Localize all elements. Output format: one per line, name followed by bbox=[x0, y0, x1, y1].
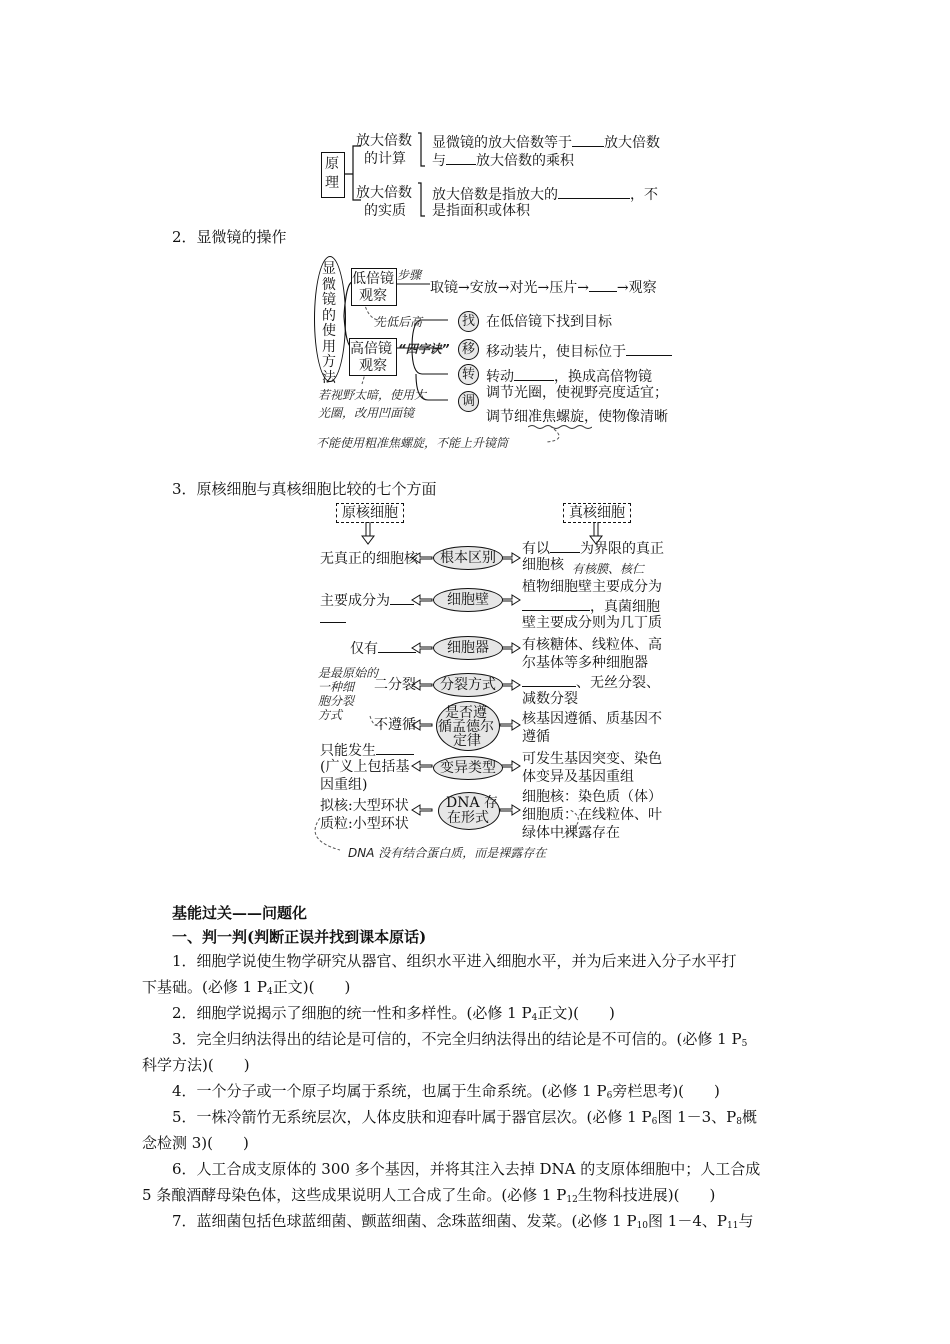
question-2 bbox=[142, 1000, 810, 1026]
q3-a: 3．完全归纳法得出的结论是可信的，不完全归纳法得出的结论是不可信的。(必修 1 P bbox=[172, 1030, 742, 1048]
essence-text-b: 是指面积或体积 bbox=[432, 203, 530, 219]
q7-b: 图 1－4、P bbox=[648, 1212, 727, 1230]
wall-right-2 bbox=[522, 596, 660, 616]
q6-b: 5 条酿酒酵母染色体，这些成果说明人工合成了生命。(必修 1 P bbox=[142, 1186, 567, 1204]
calc-text-b bbox=[432, 150, 574, 170]
steps-1: 取镜→安放→对光→压片→ bbox=[430, 280, 589, 296]
basic-title: 基能过关——问题化 bbox=[172, 904, 308, 922]
q4-b: 旁栏思考)( ) bbox=[612, 1082, 720, 1100]
move-text-label: 移动装片，使目标位于 bbox=[486, 344, 626, 360]
wall-right-blank[interactable] bbox=[522, 596, 590, 611]
wall-left-label: 主要成分为 bbox=[320, 593, 390, 609]
steps-blank[interactable] bbox=[589, 277, 617, 292]
high-power-1: 高倍镜 bbox=[350, 341, 392, 357]
organelle-left-label: 仅有 bbox=[350, 641, 378, 657]
wall-right-2b: ，真菌细胞 bbox=[590, 599, 660, 615]
four-note: “四字诀” bbox=[398, 342, 450, 356]
turn-blank[interactable] bbox=[514, 366, 554, 381]
root-right-1b: 为界限的真正 bbox=[580, 541, 664, 557]
q6-c: 生物科技进展)( ) bbox=[577, 1186, 716, 1204]
variation-left-1 bbox=[320, 740, 414, 760]
variation-left-2: (广义上包括基 bbox=[320, 759, 410, 775]
q7-sub2: 11 bbox=[726, 1221, 739, 1231]
section3-heading: 3．原核细胞与真核细胞比较的七个方面 bbox=[172, 480, 437, 498]
section2-heading: 2．显微镜的操作 bbox=[172, 228, 287, 246]
adjust-text-2: 调节细准焦螺旋，使物像清晰 bbox=[486, 409, 668, 425]
q4-line-1 bbox=[142, 1078, 810, 1104]
division-blank[interactable] bbox=[522, 672, 576, 687]
dna-center-2: 在形式 bbox=[447, 810, 489, 826]
turn-text-a: 转动 bbox=[486, 369, 514, 385]
variation-right-1: 可发生基因突变、染色 bbox=[522, 751, 662, 767]
steps-note: 步骤 bbox=[397, 268, 422, 282]
dna-right-3: 绿体中裸露存在 bbox=[522, 825, 620, 841]
wall-left-1 bbox=[320, 590, 414, 610]
division-oval[interactable]: 分裂方式 bbox=[433, 673, 503, 697]
high-power-2: 观察 bbox=[359, 358, 387, 374]
find-text: 在低倍镜下找到目标 bbox=[486, 314, 612, 330]
q6-sub: 12 bbox=[566, 1195, 578, 1205]
q5-c: 概 bbox=[742, 1108, 758, 1126]
q5-sub2: 8 bbox=[736, 1117, 742, 1127]
question-7 bbox=[142, 1208, 810, 1234]
organelle-right-1: 有核糖体、线粒体、高 bbox=[522, 637, 662, 653]
q5-b: 图 1－3、P bbox=[657, 1108, 737, 1126]
organelle-blank[interactable] bbox=[378, 638, 416, 653]
calc-text-a1: 显微镜的放大倍数等于 bbox=[432, 135, 572, 151]
calc-text-a2: 放大倍数 bbox=[604, 135, 660, 151]
mendel-left: 不遵循 bbox=[374, 717, 416, 733]
q1-b: 下基础。(必修 1 P bbox=[142, 978, 268, 996]
q3-line-1 bbox=[142, 1026, 810, 1052]
basic-subtitle-text: 一、判一判(判断正误并找到课本原话) bbox=[172, 928, 427, 946]
find-char: 找 bbox=[458, 311, 479, 332]
calc-text-b2: 放大倍数的乘积 bbox=[476, 153, 574, 169]
dna-center-1: DNA 存 bbox=[446, 795, 499, 811]
move-char: 移 bbox=[458, 339, 479, 360]
wall-right-3: 壁主要成分则为几丁质 bbox=[522, 615, 662, 631]
low-power-2: 观察 bbox=[359, 288, 387, 304]
prokaryote-title: 原核细胞 bbox=[336, 503, 404, 523]
wall-right-1: 植物细胞壁主要成分为 bbox=[522, 579, 662, 595]
move-text bbox=[486, 341, 672, 361]
steps-line bbox=[430, 277, 657, 297]
adjust-text-1: 调节光圈，使视野亮度适宜； bbox=[486, 385, 668, 401]
q2-a: 2．细胞学说揭示了细胞的统一性和多样性。(必修 1 P bbox=[172, 1004, 532, 1022]
low-power-1: 低倍镜 bbox=[352, 271, 394, 287]
wall-left-blank-2[interactable] bbox=[320, 608, 346, 623]
dna-right-2: 细胞质：在线粒体、叶 bbox=[522, 807, 662, 823]
move-blank[interactable] bbox=[626, 341, 672, 356]
q7-a: 7．蓝细菌包括色球蓝细菌、颤蓝细菌、念珠蓝细菌、发菜。(必修 1 P bbox=[172, 1212, 637, 1230]
essence-title-1: 放大倍数 bbox=[356, 185, 412, 201]
root-left: 无真正的细胞核 bbox=[320, 551, 418, 567]
dna-left-2: 质粒:小型环状 bbox=[320, 816, 409, 832]
division-note-4: 方式 bbox=[318, 708, 343, 722]
organelle-right-2: 尔基体等多种细胞器 bbox=[522, 655, 648, 671]
essence-text-a bbox=[432, 184, 658, 204]
adjust-char: 调 bbox=[458, 391, 479, 412]
calc-title-1: 放大倍数 bbox=[356, 133, 412, 149]
dna-note: DNA 没有结合蛋白质，而是裸露存在 bbox=[348, 846, 547, 860]
division-left: 二分裂 bbox=[374, 677, 416, 693]
vertical-title: 显微镜的使用方法 bbox=[322, 261, 336, 386]
principle-label-1: 原理 bbox=[325, 156, 339, 191]
question-3 bbox=[142, 1026, 810, 1078]
q5-a: 5．一株冷箭竹无系统层次，人体皮肤和迎春叶属于器官层次。(必修 1 P bbox=[172, 1108, 652, 1126]
q2-line-1 bbox=[142, 1000, 810, 1026]
dna-left-1: 拟核:大型环状 bbox=[320, 798, 409, 814]
variation-blank[interactable] bbox=[376, 740, 414, 755]
wall-left-blank[interactable] bbox=[390, 590, 414, 605]
essence-blank[interactable] bbox=[558, 184, 630, 199]
steps-2: →观察 bbox=[616, 280, 657, 296]
division-note-1: 是最原始的 bbox=[318, 666, 379, 680]
q7-line-1 bbox=[142, 1208, 810, 1234]
variation-left-label: 只能发生 bbox=[320, 743, 376, 759]
mendel-center-2: 循孟德尔 bbox=[438, 719, 494, 735]
root-diff-oval[interactable]: 根本区别 bbox=[433, 546, 503, 570]
calc-blank-2[interactable] bbox=[446, 150, 476, 165]
mendel-center-3: 定律 bbox=[453, 733, 481, 749]
eukaryote-title: 真核细胞 bbox=[563, 503, 631, 523]
cell-wall-oval[interactable]: 细胞壁 bbox=[433, 588, 503, 612]
question-4 bbox=[142, 1078, 810, 1104]
order-note: 先低后高 bbox=[374, 315, 423, 329]
root-right-1 bbox=[522, 538, 664, 558]
division-right-2: 减数分裂 bbox=[522, 691, 578, 707]
coarse-note: 不能使用粗准焦螺旋，不能上升镜筒 bbox=[316, 436, 509, 450]
coarse-note-arrow bbox=[300, 420, 580, 444]
q6-line-1: 6．人工合成支原体的 300 多个基因，并将其注入去掉 DNA 的支原体细胞中；人工合成 bbox=[172, 1160, 761, 1178]
basic-subtitle bbox=[172, 926, 426, 947]
mendel-right-2: 遵循 bbox=[522, 729, 550, 745]
division-note-2: 一种细 bbox=[318, 680, 355, 694]
q5-sub1: 6 bbox=[651, 1117, 658, 1127]
division-right-1b: 、无丝分裂、 bbox=[576, 675, 660, 691]
q1-line-2 bbox=[142, 974, 810, 1000]
q3-sub: 5 bbox=[741, 1039, 748, 1049]
root-right-1a: 有以 bbox=[522, 541, 550, 557]
q1-sub: 4 bbox=[267, 987, 273, 997]
mendel-right-1: 核基因遵循、质基因不 bbox=[522, 711, 662, 727]
q5-line-1 bbox=[142, 1104, 810, 1130]
nucleus-note: 有核膜、核仁 bbox=[572, 562, 645, 576]
root-blank[interactable] bbox=[550, 538, 580, 553]
variation-right-2: 体变异及基因重组 bbox=[522, 769, 634, 785]
q5-line-2: 念检测 3)( ) bbox=[142, 1134, 249, 1152]
q4-a: 4．一个分子或一个原子均属于系统，也属于生命系统。(必修 1 P bbox=[172, 1082, 607, 1100]
essence-text-a1: 放大倍数是指放大的 bbox=[432, 187, 558, 203]
question-1 bbox=[142, 948, 810, 1000]
question-5 bbox=[142, 1104, 810, 1156]
mendel-center-1: 是否遵 bbox=[445, 705, 487, 721]
root-right-2: 细胞核 bbox=[522, 557, 564, 573]
q3-line-2: 科学方法)( ) bbox=[142, 1056, 250, 1074]
dna-right-1: 细胞核：染色质（体） bbox=[522, 789, 662, 805]
q2-sub: 4 bbox=[531, 1013, 538, 1023]
calc-text-a bbox=[432, 132, 660, 152]
organelle-left bbox=[350, 638, 416, 658]
q1-line-1: 1．细胞学说使生物学研究从器官、组织水平进入细胞水平，并为后来进入分子水平打 bbox=[172, 952, 737, 970]
q4-sub: 6 bbox=[606, 1091, 613, 1101]
question-6 bbox=[142, 1156, 810, 1208]
variation-left-3: 因重组) bbox=[320, 777, 368, 793]
q7-c: 与 bbox=[738, 1212, 754, 1230]
q6-line-2 bbox=[142, 1182, 810, 1208]
turn-text-b: ，换成高倍物镜 bbox=[554, 369, 652, 385]
q7-sub1: 10 bbox=[636, 1221, 649, 1231]
essence-text-a2: ，不 bbox=[630, 187, 658, 203]
turn-char: 转 bbox=[458, 364, 479, 385]
q1-c: 正文)( ) bbox=[272, 978, 351, 996]
division-note-3: 胞分裂 bbox=[318, 694, 355, 708]
calc-blank-1[interactable] bbox=[572, 132, 604, 147]
dark-note-2: 光圈，改用凹面镜 bbox=[318, 406, 415, 420]
turn-text bbox=[486, 366, 652, 386]
calc-title-2: 的计算 bbox=[364, 151, 406, 167]
division-right-1 bbox=[522, 672, 660, 692]
dark-note-1: 若视野太暗，使用大 bbox=[318, 388, 427, 402]
organelle-oval[interactable]: 细胞器 bbox=[433, 636, 503, 660]
variation-oval[interactable]: 变异类型 bbox=[433, 756, 503, 780]
essence-title-2: 的实质 bbox=[364, 203, 406, 219]
calc-text-b1: 与 bbox=[432, 153, 446, 169]
q2-b: 正文)( ) bbox=[537, 1004, 615, 1022]
